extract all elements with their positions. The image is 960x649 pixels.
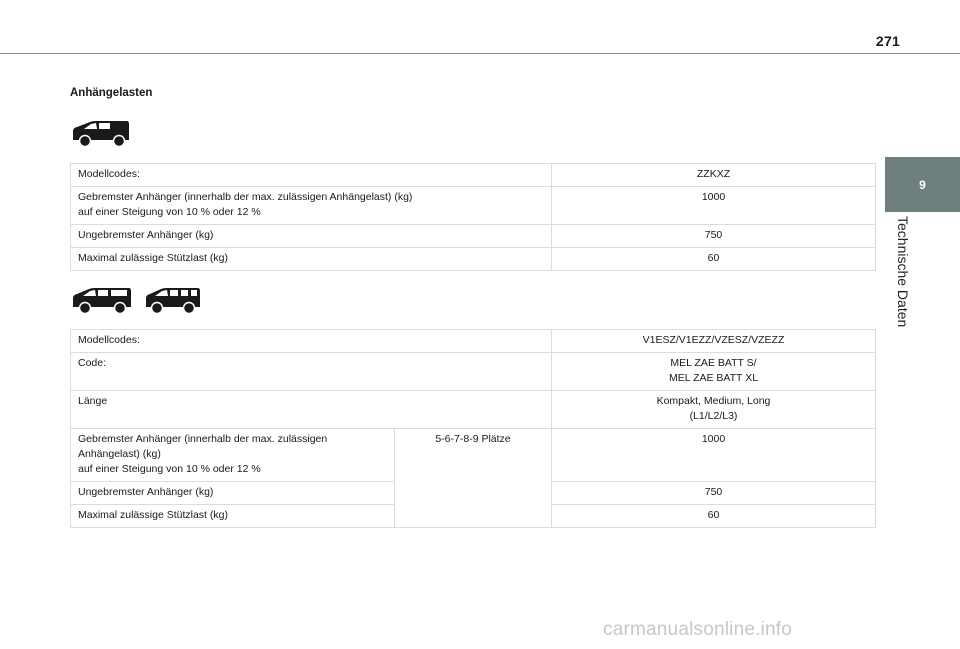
table-row [71, 429, 876, 482]
chapter-tab[interactable] [885, 157, 960, 212]
row-label: Modellcodes: [71, 330, 552, 353]
table-row [71, 330, 876, 353]
seats-cell: 5-6-7-8-9 Plätze [395, 429, 552, 528]
table-row [71, 225, 876, 248]
row-label: Code: [71, 353, 552, 391]
row-value [552, 353, 876, 391]
row-value: 60 [552, 505, 876, 528]
page-number: 271 [875, 33, 901, 49]
table-row [71, 248, 876, 271]
row-label-line: Anhängelast) (kg) [78, 448, 161, 460]
table1 [70, 163, 876, 271]
table1-vehicle-icons [70, 118, 132, 148]
table-row [71, 353, 876, 391]
row-label: Länge [71, 391, 552, 429]
chapter-title: Technische Daten [895, 216, 911, 328]
row-label-line: Gebremster Anhänger (innerhalb der max. zulässigen [78, 433, 328, 445]
table2 [70, 329, 876, 528]
watermark: carmanualsonline.info [603, 619, 793, 640]
row-label [71, 187, 552, 225]
table-row [71, 187, 876, 225]
chapter-number: 9 [919, 177, 926, 192]
row-value-line: MEL ZAE BATT XL [668, 372, 759, 384]
row-value: V1ESZ/V1EZZ/VZESZ/VZEZZ [552, 330, 876, 353]
row-value: 1000 [552, 187, 876, 225]
van-combi-icon [143, 285, 203, 315]
row-value: ZZKXZ [552, 164, 876, 187]
header-divider [0, 53, 960, 54]
row-label: Ungebremster Anhänger (kg) [71, 225, 552, 248]
row-label: Maximal zulässige Stützlast (kg) [71, 248, 552, 271]
row-value: 60 [552, 248, 876, 271]
row-label: Modellcodes: [71, 164, 552, 187]
row-value: 750 [552, 482, 876, 505]
row-label-line: Gebremster Anhänger (innerhalb der max. zulässigen Anhängelast) (kg) [78, 191, 413, 203]
row-label-line: auf einer Steigung von 10 % oder 12 % [78, 206, 261, 218]
row-label: Maximal zulässige Stützlast (kg) [71, 505, 395, 528]
section-heading: Anhängelasten [70, 87, 153, 99]
row-value [552, 391, 876, 429]
van-passenger-icon [70, 285, 134, 315]
row-value: 1000 [552, 429, 876, 482]
table2-vehicle-icons [70, 285, 203, 315]
row-value: 750 [552, 225, 876, 248]
row-value-line: Kompakt, Medium, Long [656, 395, 771, 407]
table-row [71, 164, 876, 187]
row-label-line: auf einer Steigung von 10 % oder 12 % [78, 463, 261, 475]
row-label: Ungebremster Anhänger (kg) [71, 482, 395, 505]
row-value-line: (L1/L2/L3) [689, 410, 738, 422]
van-panel-icon [70, 118, 132, 148]
table-row [71, 391, 876, 429]
row-value-line: MEL ZAE BATT S/ [670, 357, 757, 369]
row-label [71, 429, 395, 482]
chapter-title-container [886, 216, 920, 336]
